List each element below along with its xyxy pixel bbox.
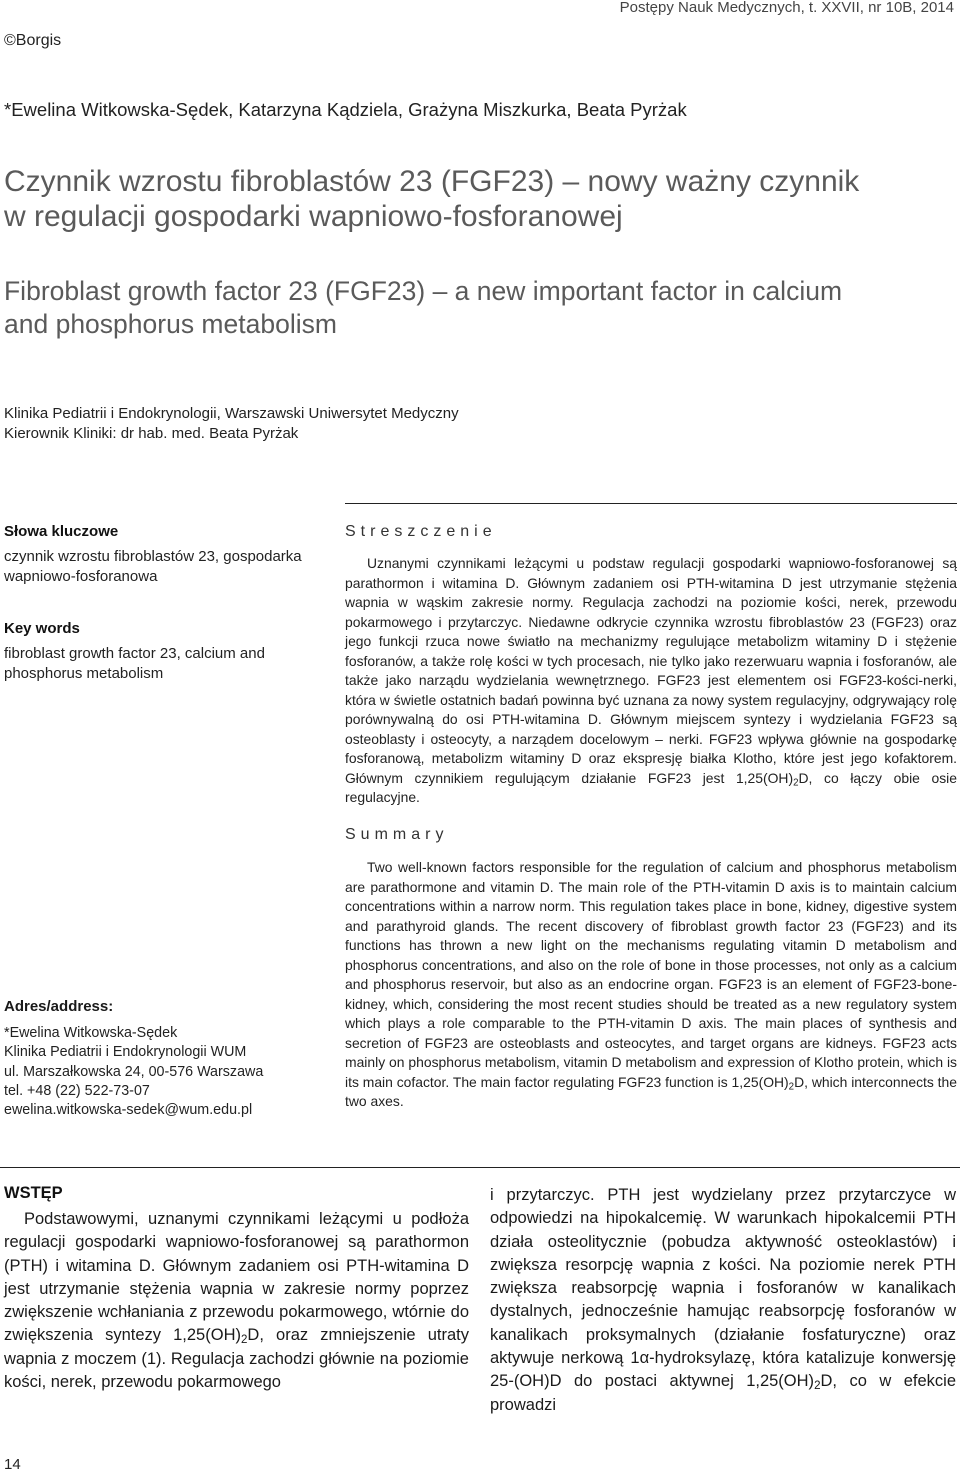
intro-right-part-1: i przytarczyc. PTH jest wydzielany przez przytarczyce w odpowiedzi na hipokalcemię. W warunkach hipokalcemii PTH działa osteolitycznie (pobudza aktywność osteoklastów) i zwiększa resorpcję wapnia z kości. Na poziomie nerek PTH zwiększa reabsorpcję wapnia i fosforanów w kanalikach dystalnych, jednocześnie hamując reabsorpcję fosforanów w kanalikach proksymalnych (działanie fosfaturyczne) oraz aktywuje nerkową 1α-hydroksylazę, która katalizuje konwersję 25-(OH)D do postaci aktywnej 1,25(OH) (490, 1186, 956, 1391)
copyright-label: ©Borgis (4, 32, 62, 49)
affiliation-line-2: Kierownik Kliniki: dr hab. med. Beata Pyrżak (4, 425, 299, 442)
keywords-en-text: fibroblast growth factor 23, calcium and phosphorus metabolism (4, 645, 265, 682)
address-block (4, 1024, 263, 1120)
affiliation (4, 404, 459, 444)
streszczenie-heading: Streszczenie (345, 523, 497, 540)
intro-left-subscript: 2 (240, 1334, 248, 1347)
intro-heading: WSTĘP (4, 1184, 63, 1202)
title-english-line-2: and phosphorus metabolism (4, 309, 337, 339)
intro-right-column (490, 1184, 956, 1417)
journal-citation: Postępy Nauk Medycznych, t. XXVII, nr 10B, 2014 (619, 0, 954, 16)
title-polish-line-1: Czynnik wzrostu fibroblastów 23 (FGF23) – nowy ważny czynnik (4, 165, 860, 198)
streszczenie-text-part-1: Uznanymi czynnikami leżącymi u podstaw regulacji gospodarki wapniowo-fosforanowej są parathormon i witamina D. Głównym zadaniem osi PTH-witamina D jest utrzymanie stężenia wapnia w wąskim zakresie normy. Regulacja zachodzi na poziomie kości, nerek, przewodu pokarmowego i przytarczyc. Niedawne odkrycie czynnika wzrostu fibroblastów 23 (FGF23) oraz jego funkcji rzuca nowe światło na mechanizmy regulujące metabolizm witaminy D i stężenie fosforanów, a także rolę kości w tych procesach, nie tylko jako rezerwuaru wapnia i fosforanów, ale także jako narządu wydzielania wewnętrznego. FGF23 jest elementem osi FGF23-kości-nerki, która w świetle ostatnich badań powinna być uznana za nowy system regulacyjny, odgrywający rolę porównywalną do osi PTH-witamina D. Głównym miejscem syntezy i wydzielania FGF23 są osteoblasty i osteocyty, a narządem docelowym – nerki. FGF23 wpływa głównie na gospodarkę fosforanową, metabolizm witaminy D oraz ekspresję białka Klotho, które jest jego kofaktorem. Głównym czynnikiem regulującym działanie FGF23 jest 1,25(OH) (345, 555, 957, 786)
affiliation-line-1: Klinika Pediatrii i Endokrynologii, Warszawski Uniwersytet Medyczny (4, 405, 459, 422)
intro-left-part-2: D, oraz zmniejszenie utraty wapnia z moczem (1). Regulacja zachodzi głównie na poziomie kości, nerek, przewodu pokarmowego (4, 1326, 469, 1392)
summary-text-part-1: Two well-known factors responsible for the regulation of calcium and phosphorus metabolism are parathormone and vitamin D. The main role of the PTH-vitamin D axis is to maintain calcium concentrations within a narrow norm. This regulation takes place in bone, kidney, digestive system and parathyroid glands. The recent discovery of fibroblast growth factor 23 (FGF23) and its functions has thrown a new light on the mechanisms regulating vitamin D metabolism and phosphorus concentrations, and also on the role of bone in those processes, not only as a calcium and phosphorus reservoir, but also as an endocrine organ. FGF23 is an element of FGF23-bone-kidney, which, considering the most recent studies should be treated as a new regulatory system which plays a role comparable to the PTH-vitamin D axis. The main places of synthesis and secretion of FGF23 are osteoblasts and osteocytes, and target organs are kidneys. FGF23 acts mainly on phosphorus metabolism, vitamin D metabolism and expression of Klotho protein, which is its main cofactor. The main factor regulating FGF23 function is 1,25(OH) (345, 859, 957, 1090)
summary-subscript: 2 (788, 1080, 795, 1092)
address-heading: Adres/address: (4, 998, 114, 1015)
intro-left-part-1: Podstawowymi, uznanymi czynnikami leżącymi u podłoża regulacji gospodarki wapniowo-fosforanowej są parathormon (PTH) i witamina D. Głównym zadaniem osi PTH-witamina D jest utrzymanie stężenia wapnia w zakresie normy poprzez zwiększenie wchłaniania z przewodu pokarmowego, wtórnie do zwiększenia syntezy 1,25(OH) (4, 1210, 469, 1345)
keywords-en-heading: Key words (4, 620, 80, 637)
summary-text-part-2: D, which interconnects the two axes. (345, 1073, 957, 1109)
keywords-pl-heading: Słowa kluczowe (4, 523, 119, 540)
address-email: ewelina.witkowska-sedek@wum.edu.pl (4, 1102, 253, 1119)
summary-heading: Summary (345, 826, 449, 843)
body-divider (0, 1167, 960, 1168)
title-english (4, 275, 954, 341)
abstract-divider (345, 503, 957, 504)
address-name: *Ewelina Witkowska-Sędek (4, 1025, 178, 1041)
streszczenie-text (345, 554, 957, 808)
summary-text (345, 858, 957, 1112)
keywords-pl-text: czynnik wzrostu fibroblastów 23, gospodarka wapniowo-fosforanowa (4, 548, 302, 585)
address-institution: Klinika Pediatrii i Endokrynologii WUM (4, 1044, 247, 1061)
streszczenie-text-part-2: D, co łączy obie osie regulacyjne. (345, 769, 957, 805)
intro-left-column (4, 1208, 469, 1394)
address-phone: tel. +48 (22) 522-73-07 (4, 1082, 150, 1099)
title-polish (4, 164, 954, 234)
page-number: 14 (4, 1456, 21, 1473)
intro-right-subscript: 2 (814, 1380, 821, 1393)
streszczenie-subscript: 2 (793, 776, 799, 788)
title-polish-line-2: w regulacji gospodarki wapniowo-fosforanowej (4, 200, 623, 233)
address-street: ul. Marszałkowska 24, 00-576 Warszawa (4, 1063, 264, 1080)
intro-right-part-2: D, co w efekcie prowadzi (490, 1372, 957, 1414)
authors: *Ewelina Witkowska-Sędek, Katarzyna Kądziela, Grażyna Miszkurka, Beata Pyrżak (4, 99, 687, 120)
title-english-line-1: Fibroblast growth factor 23 (FGF23) – a new important factor in calcium (4, 276, 843, 306)
